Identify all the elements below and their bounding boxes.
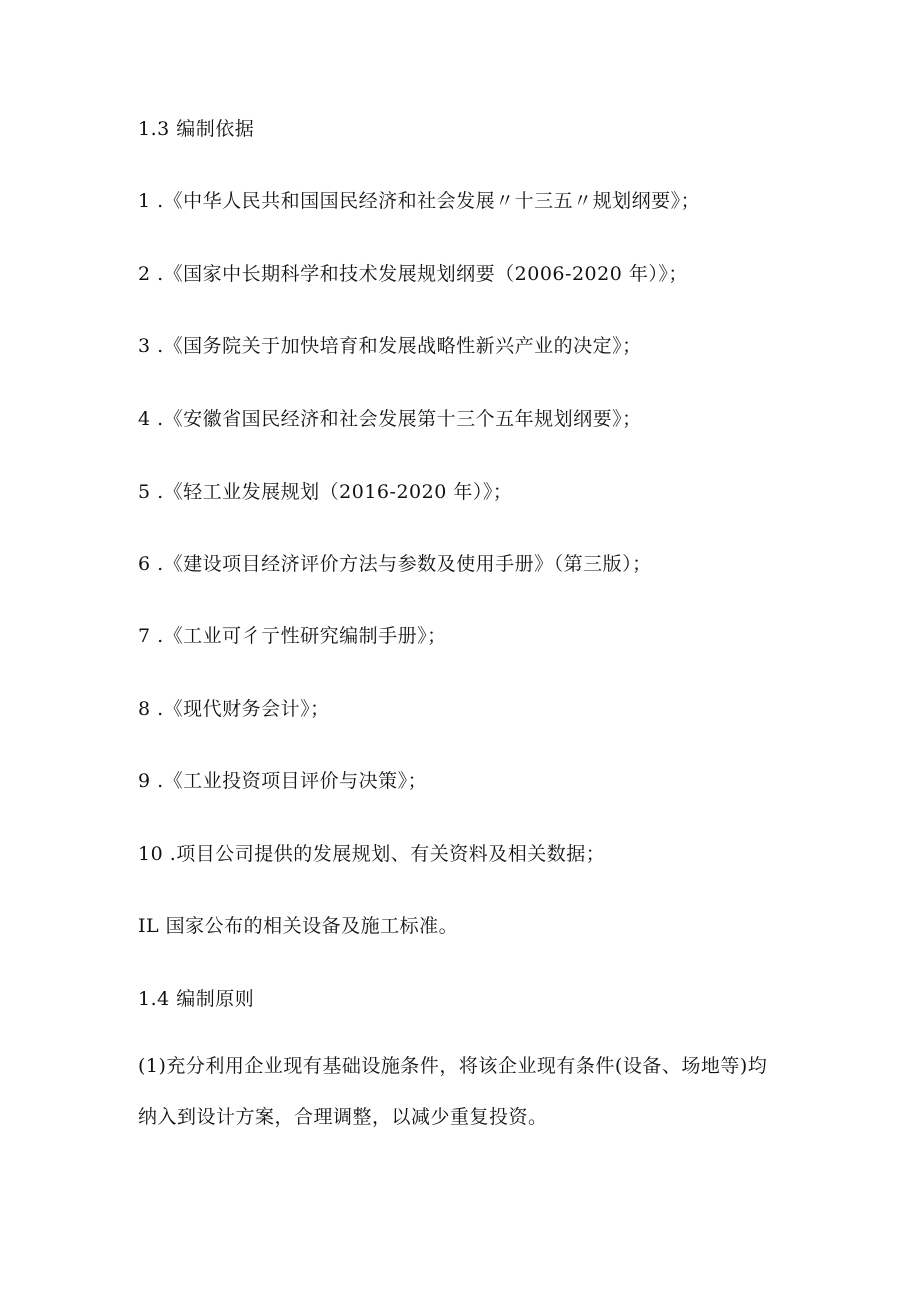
basis-item-8: 8 .《现代财务会计》；: [138, 698, 330, 720]
basis-item-10: 10 .项目公司提供的发展规划、有关资料及相关数据；: [138, 843, 606, 865]
basis-item-9: 9 .《工业投资项目评价与决策》；: [138, 770, 428, 792]
section-heading-1-3: 1.3 编制依据: [138, 118, 255, 140]
section-heading-1-4: 1.4 编制原则: [138, 988, 255, 1010]
basis-item-1: 1 .《中华人民共和国国民经济和社会发展〃十三五〃规划纲要》；: [138, 190, 701, 212]
basis-item-5: 5 .《轻工业发展规划（2016-2020 年）》；: [138, 481, 513, 503]
principle-paragraph-line-2: 纳入到设计方案，合理调整，以减少重复投资。: [138, 1106, 548, 1128]
basis-item-4: 4 .《安徽省国民经济和社会发展第十三个五年规划纲要》；: [138, 408, 642, 430]
basis-item-2: 2 .《国家中长期科学和技术发展规划纲要（2006-2020 年）》；: [138, 263, 688, 285]
basis-item-3: 3 .《国务院关于加快培育和发展战略性新兴产业的决定》；: [138, 335, 642, 357]
basis-item-11: IL 国家公布的相关设备及施工标准。: [138, 915, 459, 937]
basis-item-7: 7 .《工业可彳亍性研究编制手册》；: [138, 625, 447, 647]
basis-item-6: 6 .《建设项目经济评价方法与参数及使用手册》（第三版）；: [138, 553, 652, 575]
principle-paragraph-line-1: (1)充分利用企业现有基础设施条件，将该企业现有条件(设备、场地等)均: [138, 1055, 768, 1077]
